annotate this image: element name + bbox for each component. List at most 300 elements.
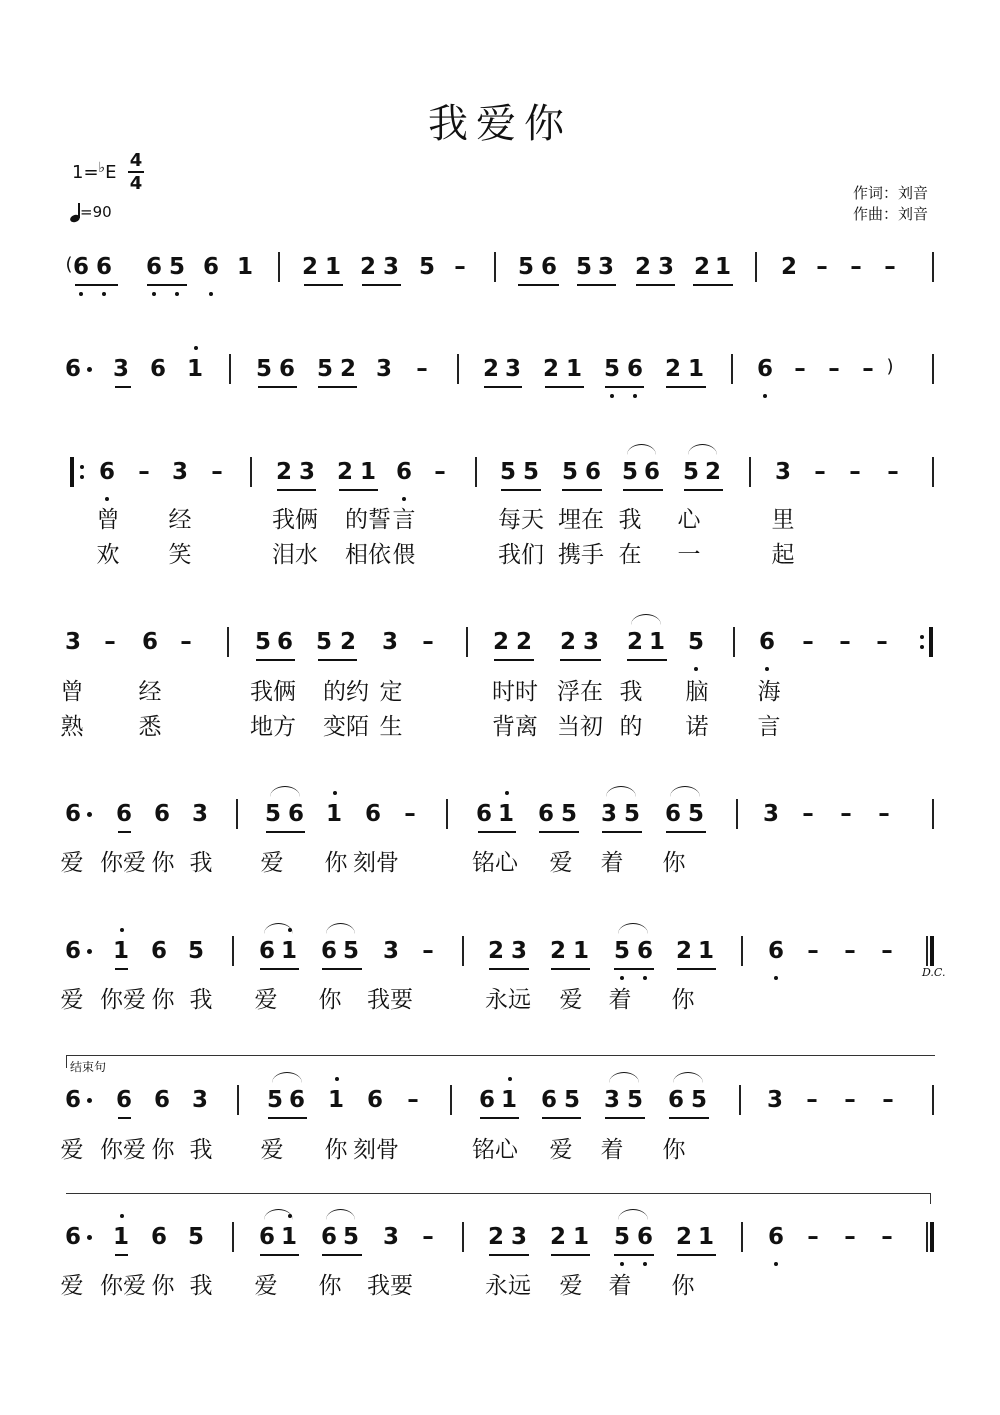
high-octave-dot — [120, 1214, 124, 1218]
high-octave-dot — [335, 1077, 339, 1081]
beam-underline — [118, 831, 131, 833]
note: 2 — [301, 254, 319, 280]
sustain-dash: – — [887, 459, 899, 485]
note: 6 — [537, 801, 555, 827]
lyric-syllable: 每天 — [498, 507, 544, 533]
note: 2 — [549, 938, 567, 964]
note: 1 — [697, 1224, 715, 1250]
note: 2 — [664, 356, 682, 382]
beam-underline — [677, 1254, 716, 1256]
slur-arc — [670, 786, 700, 797]
lyric-syllable: 你 — [151, 850, 175, 876]
note: 3 — [504, 356, 522, 382]
lyric-syllable: 我俩 — [250, 679, 296, 705]
note: 1 — [565, 356, 583, 382]
note: 6 — [276, 629, 294, 655]
barline — [741, 1222, 743, 1252]
lyric-syllable: 你 — [324, 1137, 348, 1163]
note: 6 — [767, 938, 785, 964]
barline — [733, 627, 735, 657]
note: 3 — [298, 459, 316, 485]
beam-underline — [666, 831, 706, 833]
lyric-syllable: 变陌 — [323, 714, 369, 740]
slur-arc — [270, 786, 300, 797]
note: 5 — [575, 254, 593, 280]
barline — [236, 799, 238, 829]
beam-underline — [115, 968, 128, 970]
barline — [736, 799, 738, 829]
beam-underline — [636, 284, 675, 286]
lyric-syllable: 地方 — [250, 714, 296, 740]
lyric-syllable: 你爱 — [100, 850, 146, 876]
quarter-note-icon — [70, 203, 80, 221]
lyric-syllable: 你 — [151, 987, 175, 1013]
lyric-syllable: 经 — [138, 679, 162, 705]
lyric-syllable: 你 — [324, 850, 348, 876]
note: 3 — [657, 254, 675, 280]
credits — [853, 183, 928, 225]
lyric-syllable: 爱 — [559, 987, 583, 1013]
lyric-syllable: 里 — [771, 507, 795, 533]
lyric-syllable: 着 — [600, 1137, 624, 1163]
lyrics-line-8-1 — [0, 1271, 1000, 1301]
lyric-syllable: 你 — [662, 1137, 686, 1163]
beam-underline — [623, 489, 663, 491]
sustain-dash: – — [884, 254, 896, 280]
sustain-dash: – — [839, 629, 851, 655]
beam-underline — [684, 489, 723, 491]
beam-underline — [627, 659, 667, 661]
barline — [229, 354, 231, 384]
note: 5 — [603, 356, 621, 382]
flat-sign: ♭ — [98, 160, 106, 176]
note: 3 — [600, 801, 618, 827]
lyric-syllable: 永远 — [485, 1273, 531, 1299]
note: 2 — [693, 254, 711, 280]
note: 2 — [339, 629, 357, 655]
high-octave-dot — [120, 928, 124, 932]
note: 5 — [687, 801, 705, 827]
notation-line-6 — [0, 934, 1000, 968]
beam-underline — [677, 968, 716, 970]
note: 1 — [714, 254, 732, 280]
note: 6 — [72, 254, 90, 280]
note: 5 — [613, 1224, 631, 1250]
note: 6 — [288, 1087, 306, 1113]
beam-underline — [260, 968, 299, 970]
note: 2 — [482, 356, 500, 382]
ending-bracket — [66, 1055, 935, 1068]
lyrics-line-7-1 — [0, 1135, 1000, 1165]
note: 3 — [375, 356, 393, 382]
beam-underline — [614, 1254, 654, 1256]
slur-arc — [326, 923, 355, 934]
barline — [462, 936, 464, 966]
note: 6 — [756, 356, 774, 382]
sustain-dash: – — [828, 356, 840, 382]
sustain-dash: – — [882, 1087, 894, 1113]
beam-underline — [562, 489, 602, 491]
barline — [932, 252, 934, 282]
note: 5 — [418, 254, 436, 280]
notation-line-8 — [0, 1220, 1000, 1254]
low-octave-dot — [633, 394, 637, 398]
beam-underline — [551, 968, 590, 970]
beam-underline — [260, 1254, 299, 1256]
lyric-syllable: 我们 — [498, 542, 544, 568]
beam-underline — [277, 489, 316, 491]
low-octave-dot — [620, 1262, 624, 1266]
note: 2 — [559, 629, 577, 655]
note: 6 — [636, 938, 654, 964]
low-octave-dot — [763, 394, 767, 398]
lyric-syllable: 爱 — [559, 1273, 583, 1299]
lyric-syllable: 起 — [771, 542, 795, 568]
tempo-marking: =90 — [70, 203, 112, 221]
beam-underline — [118, 1117, 131, 1119]
barline — [932, 457, 934, 487]
lyric-syllable: 背离 — [492, 714, 538, 740]
beam-underline — [147, 284, 187, 286]
slur-arc — [631, 614, 661, 625]
beam-underline — [484, 386, 522, 388]
key-signature: 1=♭E — [72, 160, 117, 183]
lyric-syllable: 着 — [600, 850, 624, 876]
sustain-dash: – — [844, 1224, 856, 1250]
lyric-syllable: 永远 — [485, 987, 531, 1013]
low-octave-dot — [105, 497, 109, 501]
lyricist-credit: 作词：刘音 — [852, 184, 928, 202]
lyric-syllable: 你爱 — [100, 1273, 146, 1299]
beam-underline — [318, 386, 357, 388]
note: 2 — [675, 1224, 693, 1250]
note: 5 — [187, 1224, 205, 1250]
note: 6 — [643, 459, 661, 485]
lyric-syllable: 言 — [392, 507, 416, 533]
lyrics-line-3-1 — [0, 505, 1000, 535]
note: 6 — [287, 801, 305, 827]
note: 6 — [667, 1087, 685, 1113]
lyric-syllable: 欢 — [96, 542, 120, 568]
sustain-dash: – — [840, 801, 852, 827]
lyric-syllable: 我 — [189, 850, 213, 876]
beam-underline — [605, 386, 644, 388]
note: 1 — [497, 801, 515, 827]
augmentation-dot — [87, 1098, 92, 1103]
note: 1 — [500, 1087, 518, 1113]
lyric-syllable: 爱 — [549, 850, 573, 876]
note: 6 — [364, 801, 382, 827]
note: 6 — [150, 1224, 168, 1250]
note: 2 — [780, 254, 798, 280]
augmentation-dot — [87, 949, 92, 954]
note: 1 — [697, 938, 715, 964]
lyric-syllable: 浮在 — [557, 679, 603, 705]
note: 6 — [758, 629, 776, 655]
sustain-dash: – — [404, 801, 416, 827]
note: 6 — [636, 1224, 654, 1250]
note: 2 — [549, 1224, 567, 1250]
thick-barline — [930, 1222, 934, 1252]
lyric-syllable: 你 — [671, 987, 695, 1013]
lyric-syllable: 你 — [151, 1137, 175, 1163]
time-signature: 4 4 — [129, 150, 143, 194]
note: 1 — [325, 801, 343, 827]
low-octave-dot — [643, 976, 647, 980]
beam-underline — [501, 489, 541, 491]
lyric-syllable: 生 — [379, 714, 403, 740]
beam-underline — [489, 968, 529, 970]
note: 6 — [95, 254, 113, 280]
note: 3 — [766, 1087, 784, 1113]
beam-underline — [602, 831, 642, 833]
slur-arc — [673, 1072, 703, 1083]
lyric-syllable: 相依 — [345, 542, 391, 568]
lyric-syllable: 时时 — [492, 679, 538, 705]
note: 6 — [145, 254, 163, 280]
parenthesis: ( — [65, 254, 73, 275]
sustain-dash: – — [802, 629, 814, 655]
note: 5 — [342, 1224, 360, 1250]
lyric-syllable: 埋在 — [558, 507, 604, 533]
lyric-syllable: 爱 — [254, 1273, 278, 1299]
lyric-syllable: 心 — [677, 507, 701, 533]
note: 6 — [258, 938, 276, 964]
barline — [755, 252, 757, 282]
beam-underline — [266, 831, 305, 833]
slur-arc — [272, 1072, 302, 1083]
note: 6 — [320, 938, 338, 964]
note: 5 — [687, 629, 705, 655]
beam-underline — [115, 1254, 128, 1256]
note: 6 — [664, 801, 682, 827]
lyric-syllable: 你 — [318, 987, 342, 1013]
note: 1 — [572, 938, 590, 964]
note: 2 — [704, 459, 722, 485]
sustain-dash: – — [878, 801, 890, 827]
barline — [739, 1085, 741, 1115]
note: 3 — [510, 938, 528, 964]
lyric-syllable: 我 — [189, 1137, 213, 1163]
note: 5 — [315, 629, 333, 655]
beam-underline — [693, 284, 733, 286]
lyric-syllable: 曾 — [60, 679, 84, 705]
note: 3 — [112, 356, 130, 382]
note: 2 — [339, 356, 357, 382]
sustain-dash: – — [180, 629, 192, 655]
barline — [232, 936, 234, 966]
repeat-dots — [920, 633, 924, 653]
notation-line-5 — [0, 797, 1000, 831]
lyric-syllable: 悉 — [138, 714, 162, 740]
low-octave-dot — [774, 1262, 778, 1266]
slur-arc — [688, 444, 717, 455]
note: 1 — [324, 254, 342, 280]
note: 5 — [561, 459, 579, 485]
slur-arc — [618, 923, 648, 934]
low-octave-dot — [102, 292, 106, 296]
sustain-dash: – — [862, 356, 874, 382]
sustain-dash: – — [814, 459, 826, 485]
beam-underline — [542, 1117, 581, 1119]
high-octave-dot — [508, 1077, 512, 1081]
sustain-dash: – — [876, 629, 888, 655]
note: 5 — [626, 1087, 644, 1113]
sustain-dash: – — [849, 459, 861, 485]
notation-line-3 — [0, 455, 1000, 489]
ending-bracket-close — [66, 1193, 931, 1204]
sustain-dash: – — [802, 801, 814, 827]
notation-line-2 — [0, 352, 1000, 386]
lyric-syllable: 铭心 — [472, 850, 518, 876]
sustain-dash: – — [422, 938, 434, 964]
barline — [475, 457, 477, 487]
note: 2 — [487, 1224, 505, 1250]
note: 2 — [359, 254, 377, 280]
low-octave-dot — [620, 976, 624, 980]
note: 5 — [254, 629, 272, 655]
note: 3 — [382, 1224, 400, 1250]
sustain-dash: – — [807, 1224, 819, 1250]
low-octave-dot — [152, 292, 156, 296]
slur-arc — [609, 1072, 639, 1083]
lyric-syllable: 爱 — [60, 987, 84, 1013]
note: 2 — [275, 459, 293, 485]
high-octave-dot — [505, 791, 509, 795]
barline — [749, 457, 751, 487]
note: 1 — [112, 938, 130, 964]
beam-underline — [318, 659, 357, 661]
note: 2 — [515, 629, 533, 655]
note: 5 — [560, 801, 578, 827]
beam-underline — [339, 489, 378, 491]
note: 5 — [563, 1087, 581, 1113]
lyric-syllable: 脑 — [685, 679, 709, 705]
barline — [446, 799, 448, 829]
note: 1 — [186, 356, 204, 382]
lyrics-line-4-2 — [0, 712, 1000, 742]
note: 5 — [690, 1087, 708, 1113]
beam-underline — [489, 1254, 529, 1256]
sustain-dash: – — [881, 938, 893, 964]
lyric-syllable: 我 — [619, 679, 643, 705]
note: 6 — [149, 356, 167, 382]
barline — [462, 1222, 464, 1252]
note: 5 — [517, 254, 535, 280]
note: 2 — [675, 938, 693, 964]
beam-underline — [362, 284, 401, 286]
note: 6 — [540, 1087, 558, 1113]
sustain-dash: – — [807, 938, 819, 964]
note: 5 — [522, 459, 540, 485]
note: 1 — [280, 1224, 298, 1250]
barline — [457, 354, 459, 384]
lyric-syllable: 刻骨 — [353, 1137, 399, 1163]
lyric-syllable: 泪水 — [272, 542, 318, 568]
lyric-syllable: 携手 — [558, 542, 604, 568]
note: 5 — [682, 459, 700, 485]
notation-line-4 — [0, 625, 1000, 659]
note: 5 — [316, 356, 334, 382]
lyric-syllable: 定 — [379, 679, 403, 705]
note: 6 — [98, 459, 116, 485]
lyric-syllable: 爱 — [254, 987, 278, 1013]
note: 3 — [597, 254, 615, 280]
note: 5 — [613, 938, 631, 964]
beam-underline — [551, 1254, 590, 1256]
barline — [932, 799, 934, 829]
note: 1 — [687, 356, 705, 382]
sustain-dash: – — [794, 356, 806, 382]
beam-underline — [666, 386, 706, 388]
low-octave-dot — [765, 667, 769, 671]
note: 5 — [168, 254, 186, 280]
lyric-syllable: 我 — [189, 987, 213, 1013]
lyric-syllable: 的誓 — [345, 507, 391, 533]
beam-underline — [605, 1117, 645, 1119]
beam-underline — [268, 1117, 307, 1119]
barline — [926, 1222, 928, 1252]
lyric-syllable: 你 — [151, 1273, 175, 1299]
note: 2 — [542, 356, 560, 382]
note: 6 — [141, 629, 159, 655]
lyric-syllable: 你 — [318, 1273, 342, 1299]
lyric-syllable: 爱 — [549, 1137, 573, 1163]
note: 3 — [510, 1224, 528, 1250]
note: 3 — [171, 459, 189, 485]
barline — [227, 627, 229, 657]
note: 6 — [767, 1224, 785, 1250]
beam-underline — [256, 659, 295, 661]
lyric-syllable: 爱 — [260, 850, 284, 876]
note: 6 — [64, 938, 82, 964]
sustain-dash: – — [434, 459, 446, 485]
slur-arc — [627, 444, 656, 455]
note: 6 — [202, 254, 220, 280]
note: 6 — [258, 1224, 276, 1250]
low-octave-dot — [402, 497, 406, 501]
low-octave-dot — [610, 394, 614, 398]
beam-underline — [545, 386, 584, 388]
lyric-syllable: 在 — [618, 542, 642, 568]
ending-label: 结束句 — [70, 1060, 107, 1074]
note: 1 — [280, 938, 298, 964]
note: 6 — [64, 1087, 82, 1113]
augmentation-dot — [87, 1235, 92, 1240]
lyric-syllable: 爱 — [60, 1137, 84, 1163]
beam-underline — [518, 284, 559, 286]
lyric-syllable: 经 — [168, 507, 192, 533]
repeat-dots — [80, 463, 84, 483]
beam-underline — [258, 386, 297, 388]
lyric-syllable: 我要 — [367, 987, 413, 1013]
low-octave-dot — [175, 292, 179, 296]
note: 3 — [382, 254, 400, 280]
lyric-syllable: 你 — [671, 1273, 695, 1299]
low-octave-dot — [79, 292, 83, 296]
lyric-syllable: 的约 — [323, 679, 369, 705]
beam-underline — [304, 284, 343, 286]
lyric-syllable: 着 — [608, 1273, 632, 1299]
note: 5 — [342, 938, 360, 964]
note: 3 — [762, 801, 780, 827]
notation-line-7 — [0, 1083, 1000, 1117]
composer-credit: 作曲：刘音 — [852, 205, 928, 223]
note: 6 — [366, 1087, 384, 1113]
barline — [741, 936, 743, 966]
note: 1 — [327, 1087, 345, 1113]
beam-underline — [115, 386, 131, 388]
